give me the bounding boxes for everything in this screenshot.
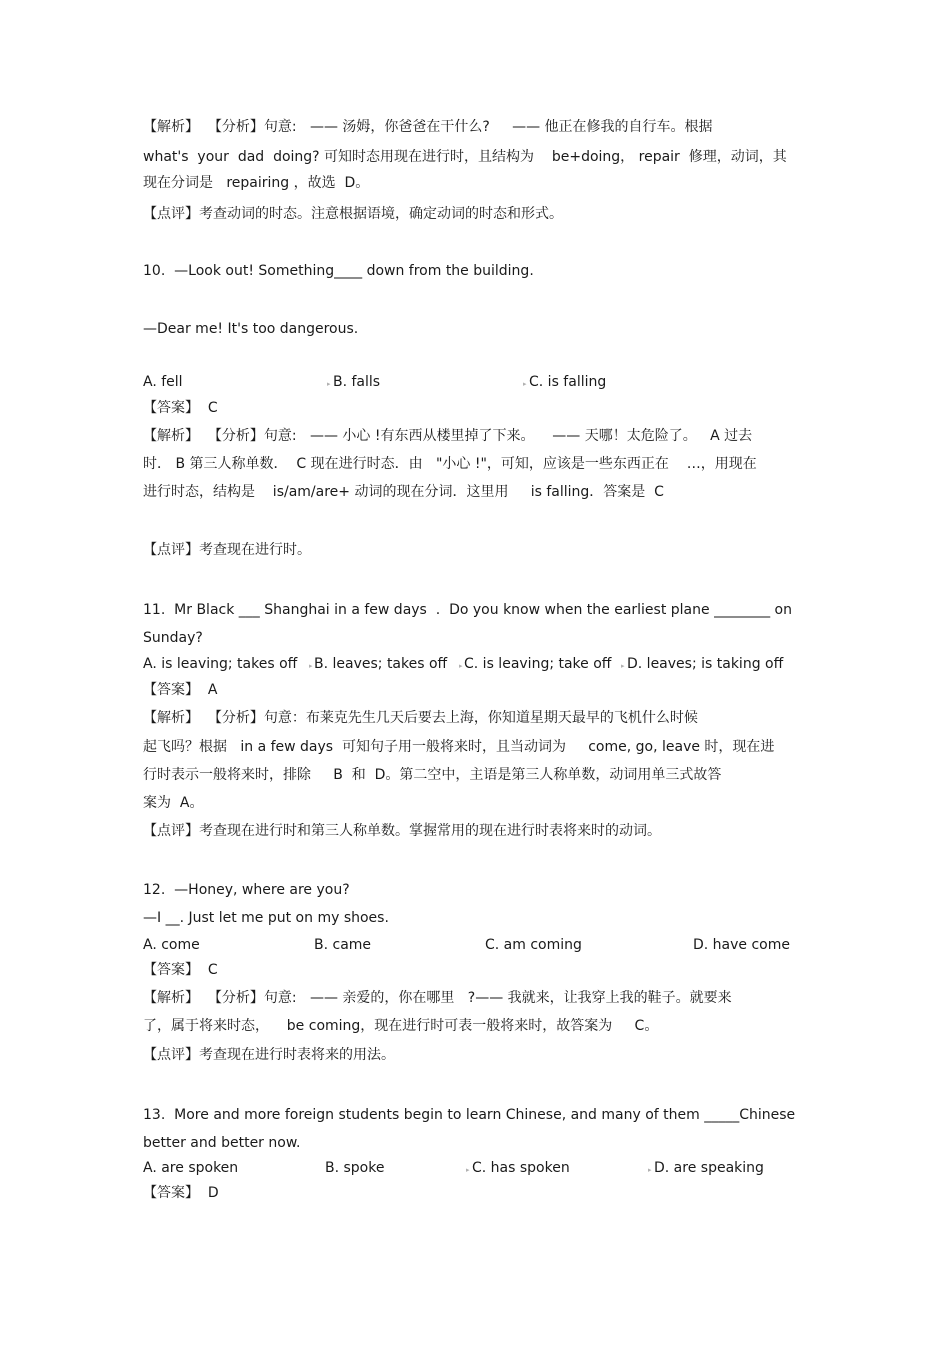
q9-jiexi-line-1: 【解析】 【分析】句意: —— 汤姆，你爸爸在干什么? —— 他正在修我的自行车。根据 [143, 119, 713, 135]
q11-dianping: 【点评】考查现在进行时和第三人称单数。掌握常用的现在进行时表将来时的动词。 [143, 823, 661, 839]
option-marker: ▸ [327, 380, 331, 388]
q12-option-c: C. am coming [485, 937, 582, 953]
q10-reply: —Dear me! It's too dangerous. [143, 321, 359, 337]
q10-option-a: A. fell [143, 374, 183, 390]
q11-jiexi-line-4: 案为 A。 [143, 795, 204, 811]
option-marker: ▸ [648, 1166, 652, 1174]
q12-jiexi-line-1: 【解析】 【分析】句意: —— 亲爱的，你在哪里 ?—— 我就来，让我穿上我的鞋子。就要来 [143, 990, 732, 1006]
q10-answer: 【答案】 C [143, 400, 218, 416]
q9-dianping: 【点评】考查动词的时态。注意根据语境，确定动词的时态和形式。 [143, 206, 563, 222]
q9-jiexi-line-2: what's your dad doing? 可知时态用现在进行时，且结构为 be+doing， repair 修理，动词，其 [143, 149, 787, 165]
q10-option-b: B. falls [333, 374, 381, 390]
option-marker: ▸ [466, 1166, 470, 1174]
q10-jiexi-line-2: 时． B 第三人称单数． C 现在进行时态．由 "小心 !"，可知，应该是一些东西正在 …，用现在 [143, 456, 757, 472]
q12-answer: 【答案】 C [143, 962, 218, 978]
q11-option-c: C. is leaving; take off [464, 656, 612, 672]
q11-jiexi-line-3: 行时表示一般将来时，排除 B 和 D。第二空中，主语是第三人称单数，动词用单三式故答 [143, 767, 722, 783]
q12-jiexi-line-2: 了，属于将来时态， be coming，现在进行时可表一般将来时，故答案为 C。 [143, 1018, 659, 1034]
option-marker: ▸ [309, 662, 313, 670]
q12-stem: 12. —Honey, where are you? [143, 882, 350, 898]
q12-reply: —I __. Just let me put on my shoes. [143, 910, 389, 926]
option-marker: ▸ [459, 662, 463, 670]
q10-jiexi-line-1: 【解析】 【分析】句意: —— 小心 !有东西从楼里掉了下来。 —— 天哪！太危险了。 A 过去 [143, 428, 753, 444]
q12-option-b: B. came [314, 937, 372, 953]
q11-option-b: B. leaves; takes off [314, 656, 448, 672]
q10-dianping: 【点评】考查现在进行时。 [143, 542, 311, 558]
q13-option-d: D. are speaking [654, 1160, 764, 1176]
q11-answer: 【答案】 A [143, 682, 218, 698]
option-marker: ▸ [523, 380, 527, 388]
q13-option-b: B. spoke [325, 1160, 385, 1176]
q13-stem-line-2: better and better now. [143, 1135, 301, 1151]
q13-option-c: C. has spoken [472, 1160, 570, 1176]
q12-dianping: 【点评】考查现在进行时表将来的用法。 [143, 1047, 395, 1063]
q11-option-d: D. leaves; is taking off [627, 656, 784, 672]
q11-option-a: A. is leaving; takes off [143, 656, 298, 672]
option-marker: ▸ [621, 662, 625, 670]
q10-stem: 10. —Look out! Something____ down from the building. [143, 263, 534, 279]
q12-option-a: A. come [143, 937, 200, 953]
q13-answer: 【答案】 D [143, 1185, 219, 1201]
q10-jiexi-line-3: 进行时态，结构是 is/am/are+ 动词的现在分词．这里用 is falling．答案是 C [143, 484, 664, 500]
q11-stem-line-1: 11. Mr Black ___ Shanghai in a few days . Do you know when the earliest plane ________ on [143, 602, 792, 618]
q11-stem-line-2: Sunday? [143, 630, 203, 646]
q11-jiexi-line-2: 起飞吗？根据 in a few days 可知句子用一般将来时，且当动词为 come, go, leave 时，现在进 [143, 739, 775, 755]
q13-option-a: A. are spoken [143, 1160, 239, 1176]
q10-option-c: C. is falling [529, 374, 607, 390]
q9-jiexi-line-3: 现在分词是 repairing ，故选 D。 [143, 175, 370, 191]
q11-jiexi-line-1: 【解析】 【分析】句意：布莱克先生几天后要去上海，你知道星期天最早的飞机什么时候 [143, 710, 698, 726]
q12-option-d: D. have come [693, 937, 790, 953]
q13-stem-line-1: 13. More and more foreign students begin to learn Chinese, and many of them _____Chinese [143, 1107, 796, 1123]
